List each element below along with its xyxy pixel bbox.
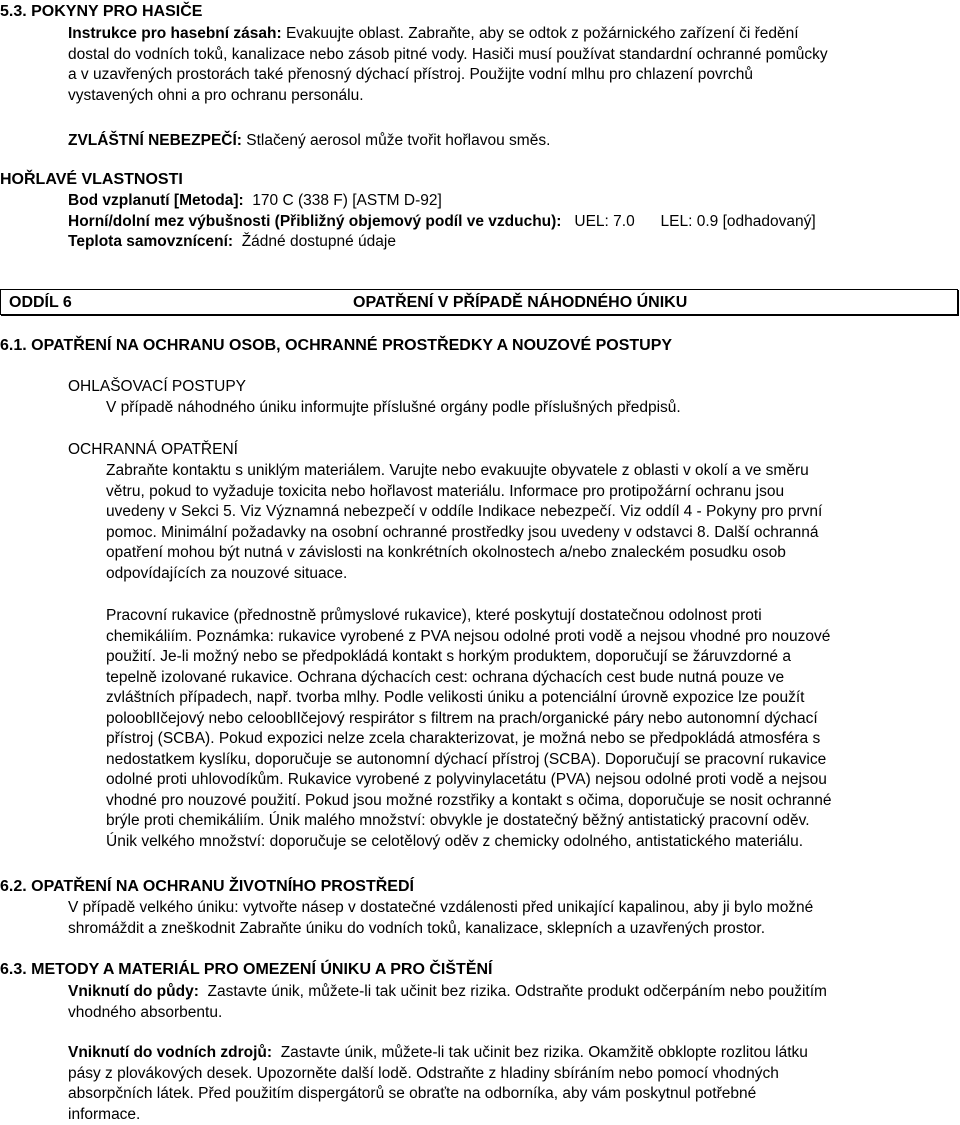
section-6-2-heading: 6.2. OPATŘENÍ NA OCHRANU ŽIVOTNÍHO PROSTŘEDÍ xyxy=(0,877,960,898)
section-6-3 xyxy=(0,960,960,981)
special-hazards-label: ZVLÁŠTNÍ NEBEZPEČÍ: xyxy=(68,132,242,149)
gloves-line: odolné proti uhlovodíkům. Rukavice vyrobené z polyvinylacetátu (PVA) nejsou odolné proti vodě a nejsou xyxy=(106,770,960,791)
water-text-4: informace. xyxy=(68,1105,960,1125)
protective-heading: OCHRANNÁ OPATŘENÍ xyxy=(68,440,960,461)
water-text-1: Zastavte únik, můžete-li tak učinit bez rizika. Okamžitě obklopte rozlitou látku xyxy=(281,1044,808,1061)
notification-heading: OHLAŠOVACÍ POSTUPY xyxy=(68,377,960,398)
instructions-text-2: dostal do vodních toků, kanalizace nebo zásob pitné vody. Hasiči musí používat standardní ochranné pomůcky xyxy=(68,45,960,66)
gloves-line: nedostatkem kyslíku, doporučuje se autonomní dýchací přístroj (SCBA). Doporučují se pracovní rukavice xyxy=(106,750,960,771)
gloves-line: polooblIčejový nebo celooblIčejový respirátor s filtrem na prach/organické páry nebo autonomní dýchací xyxy=(106,709,960,730)
protective-measures xyxy=(68,440,960,461)
section-5-3-heading: 5.3. POKYNY PRO HASIČE xyxy=(0,2,960,23)
protective-line: pomoc. Minimální požadavky na osobní ochranné prostředky jsou uvedeny v odstavci 8. Další ochranná xyxy=(106,523,960,544)
section-6-title: OPATŘENÍ V PŘÍPADĚ NÁHODNÉHO ÚNIKU xyxy=(353,293,687,314)
section-5-3 xyxy=(0,2,960,23)
instructions-text-3: a v uzavřených prostorách také přenosný dýchací přístroj. Použijte vodní mlhu pro chlazení povrchů xyxy=(68,65,960,86)
protective-line: odpovídajících za nouzové situace. xyxy=(106,564,960,585)
instructions-text-1: Evakuujte oblast. Zabraňte, aby se odtok z požárnického zařízení či ředění xyxy=(286,25,799,42)
protective-line: opatření mohou být nutná v závislosti na konkrétních okolnostech a/nebo znaleckém posudku osob xyxy=(106,543,960,564)
water-text-2: pásy z plovákových desek. Upozorněte další lodě. Odstraňte z hladiny sbíráním nebo pomocí vhodných xyxy=(68,1064,960,1085)
water-spill xyxy=(68,1043,960,1125)
flammable-details xyxy=(68,191,960,253)
gloves-line: vhodné pro nouzové použití. Pokud jsou možné rozstřiky a kontakt s očima, doporučuje se nosit ochranné xyxy=(106,791,960,812)
section-6-1-heading: 6.1. OPATŘENÍ NA OCHRANU OSOB, OCHRANNÉ PROSTŘEDKY A NOUZOVÉ POSTUPY xyxy=(0,336,960,357)
notification-text: V případě náhodného úniku informujte příslušné orgány podle příslušných předpisů. xyxy=(106,398,960,419)
gloves-line: Únik velkého množství: doporučuje se celotělový oděv z chemicky odolného, antistatického materiálu. xyxy=(106,832,960,853)
flash-point-label: Bod vzplanutí [Metoda]: xyxy=(68,192,244,209)
section-6-number: ODDÍL 6 xyxy=(9,293,72,314)
flammable-properties xyxy=(0,170,960,191)
section-6-1 xyxy=(0,336,960,357)
environmental-line: V případě velkého úniku: vytvořte násep v dostatečné vzdálenosti před unikající kapalinou, aby ji bylo možné xyxy=(68,898,960,919)
lel-value: LEL: 0.9 [odhadovaný] xyxy=(661,213,816,230)
flammable-heading: HOŘLAVÉ VLASTNOSTI xyxy=(0,170,960,191)
gloves-line: přístroj (SCBA). Pokud expozici nelze zcela charakterizovat, je možná nebo se předpokládá atmosféra s xyxy=(106,729,960,750)
instructions-text-4: vystavených ohni a pro ochranu personálu. xyxy=(68,86,960,107)
soil-label: Vniknutí do půdy: xyxy=(68,983,199,1000)
soil-text-2: vhodného absorbentu. xyxy=(68,1003,960,1024)
protective-line: uvedeny v Sekci 5. Viz Významná nebezpečí v oddíle Indikace nebezpečí. Viz oddíl 4 - Pokyny pro první xyxy=(106,502,960,523)
flash-point-value: 170 C (338 F) [ASTM D-92] xyxy=(252,192,442,209)
section-6-3-heading: 6.3. METODY A MATERIÁL PRO OMEZENÍ ÚNIKU A PRO ČIŠTĚNÍ xyxy=(0,960,960,981)
section-6-2 xyxy=(0,877,960,898)
gloves-body xyxy=(106,606,960,852)
section-6-header xyxy=(0,289,958,315)
protective-line: Zabraňte kontaktu s uniklým materiálem. Varujte nebo evakuujte obyvatele z oblasti v okolí a ve směru xyxy=(106,461,960,482)
protective-body xyxy=(106,461,960,584)
instructions-label: Instrukce pro hasební zásah: xyxy=(68,25,282,42)
environmental-body xyxy=(68,898,960,939)
autoignition-label: Teplota samovznícení: xyxy=(68,233,233,250)
protective-line: větru, pokud to vyžaduje toxicita nebo hořlavost materiálu. Informace pro protipožární ochranu jsou xyxy=(106,482,960,503)
soil-spill xyxy=(68,982,960,1023)
uel-value: UEL: 7.0 xyxy=(574,213,634,230)
water-label: Vniknutí do vodních zdrojů: xyxy=(68,1044,272,1061)
environmental-line: shromáždit a zneškodnit Zabraňte úniku do vodních toků, kanalizace, sklepních a uzavřených prostor. xyxy=(68,919,960,940)
notification-body xyxy=(106,398,960,419)
explosive-limits-label: Horní/dolní mez výbušnosti (Přibližný objemový podíl ve vzduchu): xyxy=(68,213,561,230)
gloves-line: použití. Je-li možný nebo se předpokládá kontakt s horkým produktem, doporučují se žáruvzdorné a xyxy=(106,647,960,668)
notification-procedures xyxy=(68,377,960,398)
special-hazards-text: Stlačený aerosol může tvořit hořlavou směs. xyxy=(246,132,550,149)
water-text-3: absorpčních látek. Před použitím dispergátorů se obraťte na odborníka, aby vám poskytnul potřebné xyxy=(68,1084,960,1105)
gloves-line: zvláštních případech, např. tvorba mlhy. Podle velikosti úniku a potenciální úrovně expozice lze použít xyxy=(106,688,960,709)
gloves-line: tepelně izolované rukavice. Ochrana dýchacích cest: ochrana dýchacích cest bude nutná pouze ve xyxy=(106,668,960,689)
gloves-line: Pracovní rukavice (přednostně průmyslové rukavice), které poskytují dostatečnou odolnost proti xyxy=(106,606,960,627)
autoignition-value: Žádné dostupné údaje xyxy=(242,233,396,250)
gloves-line: brýle proti chemikáliím. Únik malého množství: obvykle je dostatečný běžný antistatický pracovní oděv. xyxy=(106,811,960,832)
firefighting-instructions xyxy=(68,24,960,106)
gloves-line: chemikáliím. Poznámka: rukavice vyrobené z PVA nejsou odolné proti vodě a nejsou vhodné pro nouzové xyxy=(106,627,960,648)
special-hazards xyxy=(68,131,960,152)
soil-text-1: Zastavte únik, můžete-li tak učinit bez rizika. Odstraňte produkt odčerpáním nebo použitím xyxy=(208,983,827,1000)
